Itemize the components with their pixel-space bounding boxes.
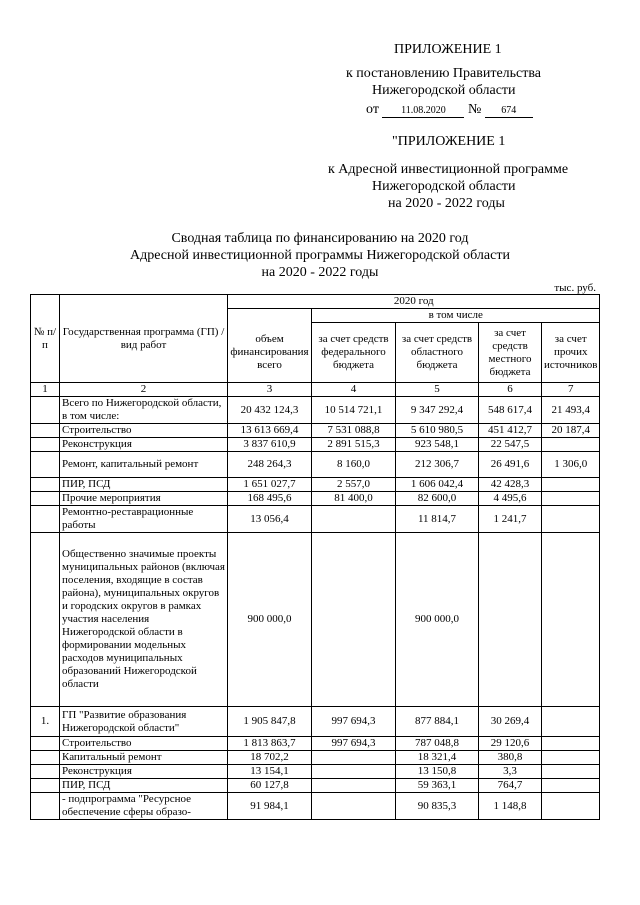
cell-total: 248 264,3 — [228, 452, 312, 478]
appendix-title: ПРИЛОЖЕНИЕ 1 — [394, 42, 502, 57]
cell-regional: 82 600,0 — [396, 492, 479, 506]
cell-federal — [312, 793, 396, 820]
cell-total: 900 000,0 — [228, 533, 312, 707]
cell-other — [542, 707, 600, 737]
cell-total: 18 702,2 — [228, 751, 312, 765]
cell-name: ПИР, ПСД — [60, 779, 228, 793]
table-title-line-1: Сводная таблица по финансированию на 2020 год — [171, 231, 469, 246]
table-body — [31, 397, 600, 820]
column-number: 1 — [31, 383, 60, 397]
cell-local: 30 269,4 — [479, 707, 542, 737]
cell-total: 3 837 610,9 — [228, 438, 312, 452]
table-row — [31, 452, 600, 478]
cell-federal — [312, 533, 396, 707]
table-row — [31, 397, 600, 424]
header-local: за счет средств местного бюджета — [479, 323, 542, 383]
cell-federal: 2 891 515,3 — [312, 438, 396, 452]
units-label: тыс. руб. — [554, 282, 596, 294]
cell-federal: 2 557,0 — [312, 478, 396, 492]
cell-name: Общественно значимые проекты муниципальных районов (включая поселения, входящие в состав района), муниципальных округов и городских округов в рамках участия населения Нижегородской области в формировании модельных расходов муниципальных образований Нижегородской области — [60, 533, 228, 707]
cell-other: 21 493,4 — [542, 397, 600, 424]
cell-local: 1 241,7 — [479, 506, 542, 533]
cell-other — [542, 478, 600, 492]
cell-federal: 7 531 088,8 — [312, 424, 396, 438]
cell-regional: 18 321,4 — [396, 751, 479, 765]
column-number: 7 — [542, 383, 600, 397]
table-title-line-3: на 2020 - 2022 годы — [261, 265, 379, 280]
cell-local: 1 148,8 — [479, 793, 542, 820]
cell-num — [31, 438, 60, 452]
number-label: № — [467, 102, 482, 117]
cell-regional: 5 610 980,5 — [396, 424, 479, 438]
header-num: № п/п — [31, 295, 60, 383]
table-row — [31, 707, 600, 737]
cell-local: 29 120,6 — [479, 737, 542, 751]
cell-total: 1 813 863,7 — [228, 737, 312, 751]
cell-local: 380,8 — [479, 751, 542, 765]
table-title-line-2: Адресной инвестиционной программы Нижегородской области — [130, 248, 510, 263]
cell-name: Строительство — [60, 424, 228, 438]
cell-total: 20 432 124,3 — [228, 397, 312, 424]
cell-local: 26 491,6 — [479, 452, 542, 478]
resolution-date: 11.08.2020 — [382, 105, 464, 118]
header-program: Государственная программа (ГП) / вид работ — [60, 295, 228, 383]
cell-total: 1 905 847,8 — [228, 707, 312, 737]
program-line-2: Нижегородской области — [372, 179, 516, 194]
cell-name: Всего по Нижегородской области, в том числе: — [60, 397, 228, 424]
cell-federal — [312, 751, 396, 765]
table-row — [31, 506, 600, 533]
cell-regional: 212 306,7 — [396, 452, 479, 478]
resolution-line-2: Нижегородской области — [372, 83, 516, 98]
cell-regional: 59 363,1 — [396, 779, 479, 793]
appendix-title-2: "ПРИЛОЖЕНИЕ 1 — [392, 134, 506, 149]
cell-num — [31, 478, 60, 492]
table-row — [31, 478, 600, 492]
cell-name: Реконструкция — [60, 438, 228, 452]
cell-federal: 997 694,3 — [312, 737, 396, 751]
cell-federal — [312, 779, 396, 793]
cell-total: 13 154,1 — [228, 765, 312, 779]
cell-num — [31, 737, 60, 751]
table-row — [31, 424, 600, 438]
header-including: в том числе — [312, 309, 600, 323]
cell-local: 22 547,5 — [479, 438, 542, 452]
from-label: от — [366, 102, 379, 117]
cell-other — [542, 438, 600, 452]
financing-table — [30, 294, 600, 820]
cell-num — [31, 533, 60, 707]
column-numbers-row — [31, 383, 600, 397]
cell-regional: 11 814,7 — [396, 506, 479, 533]
cell-federal: 997 694,3 — [312, 707, 396, 737]
cell-local: 548 617,4 — [479, 397, 542, 424]
header-total: объем финансирования всего — [228, 323, 312, 383]
cell-num — [31, 765, 60, 779]
cell-other — [542, 506, 600, 533]
cell-num — [31, 506, 60, 533]
cell-regional: 90 835,3 — [396, 793, 479, 820]
cell-federal: 8 160,0 — [312, 452, 396, 478]
cell-name: Ремонтно-реставрационные работы — [60, 506, 228, 533]
cell-other: 1 306,0 — [542, 452, 600, 478]
cell-federal — [312, 506, 396, 533]
resolution-number: 674 — [485, 105, 533, 118]
cell-local: 42 428,3 — [479, 478, 542, 492]
cell-name: ПИР, ПСД — [60, 478, 228, 492]
table-row — [31, 533, 600, 707]
header-regional: за счет средств областного бюджета — [396, 323, 479, 383]
cell-federal: 81 400,0 — [312, 492, 396, 506]
cell-name: Капитальный ремонт — [60, 751, 228, 765]
cell-name: ГП "Развитие образования Нижегородской области" — [60, 707, 228, 737]
cell-num — [31, 492, 60, 506]
cell-num — [31, 452, 60, 478]
program-line-3: на 2020 - 2022 годы — [388, 196, 505, 211]
table-row — [31, 737, 600, 751]
cell-local: 3,3 — [479, 765, 542, 779]
cell-other — [542, 793, 600, 820]
cell-name: - подпрограмма "Ресурсное обеспечение сферы образо- — [60, 793, 228, 820]
cell-other: 20 187,4 — [542, 424, 600, 438]
cell-local — [479, 533, 542, 707]
table-row — [31, 765, 600, 779]
cell-num: 1. — [31, 707, 60, 737]
cell-num — [31, 793, 60, 820]
cell-total: 60 127,8 — [228, 779, 312, 793]
cell-local: 4 495,6 — [479, 492, 542, 506]
resolution-date-line — [366, 102, 533, 118]
cell-total: 1 651 027,7 — [228, 478, 312, 492]
cell-regional: 9 347 292,4 — [396, 397, 479, 424]
cell-federal: 10 514 721,1 — [312, 397, 396, 424]
header-year: 2020 год — [228, 295, 600, 309]
table-row — [31, 793, 600, 820]
cell-name: Реконструкция — [60, 765, 228, 779]
cell-other — [542, 533, 600, 707]
cell-regional: 923 548,1 — [396, 438, 479, 452]
header-federal: за счет средств федерального бюджета — [312, 323, 396, 383]
table-row — [31, 779, 600, 793]
cell-total: 13 056,4 — [228, 506, 312, 533]
cell-num — [31, 397, 60, 424]
column-number: 6 — [479, 383, 542, 397]
cell-other — [542, 737, 600, 751]
cell-num — [31, 424, 60, 438]
cell-other — [542, 779, 600, 793]
cell-regional: 1 606 042,4 — [396, 478, 479, 492]
column-number: 2 — [60, 383, 228, 397]
table-row — [31, 438, 600, 452]
cell-regional: 787 048,8 — [396, 737, 479, 751]
cell-total: 91 984,1 — [228, 793, 312, 820]
cell-num — [31, 751, 60, 765]
column-number: 3 — [228, 383, 312, 397]
cell-regional: 13 150,8 — [396, 765, 479, 779]
cell-total: 168 495,6 — [228, 492, 312, 506]
cell-regional: 877 884,1 — [396, 707, 479, 737]
cell-local: 451 412,7 — [479, 424, 542, 438]
cell-regional: 900 000,0 — [396, 533, 479, 707]
column-number: 4 — [312, 383, 396, 397]
cell-other — [542, 751, 600, 765]
cell-name: Прочие мероприятия — [60, 492, 228, 506]
cell-federal — [312, 765, 396, 779]
cell-num — [31, 779, 60, 793]
table-row — [31, 751, 600, 765]
table-row — [31, 492, 600, 506]
header-other: за счет прочих источников — [542, 323, 600, 383]
column-number: 5 — [396, 383, 479, 397]
resolution-line-1: к постановлению Правительства — [346, 66, 542, 81]
cell-total: 13 613 669,4 — [228, 424, 312, 438]
cell-local: 764,7 — [479, 779, 542, 793]
program-line-1: к Адресной инвестиционной программе — [328, 162, 569, 177]
cell-other — [542, 492, 600, 506]
cell-name: Ремонт, капитальный ремонт — [60, 452, 228, 478]
cell-other — [542, 765, 600, 779]
cell-name: Строительство — [60, 737, 228, 751]
